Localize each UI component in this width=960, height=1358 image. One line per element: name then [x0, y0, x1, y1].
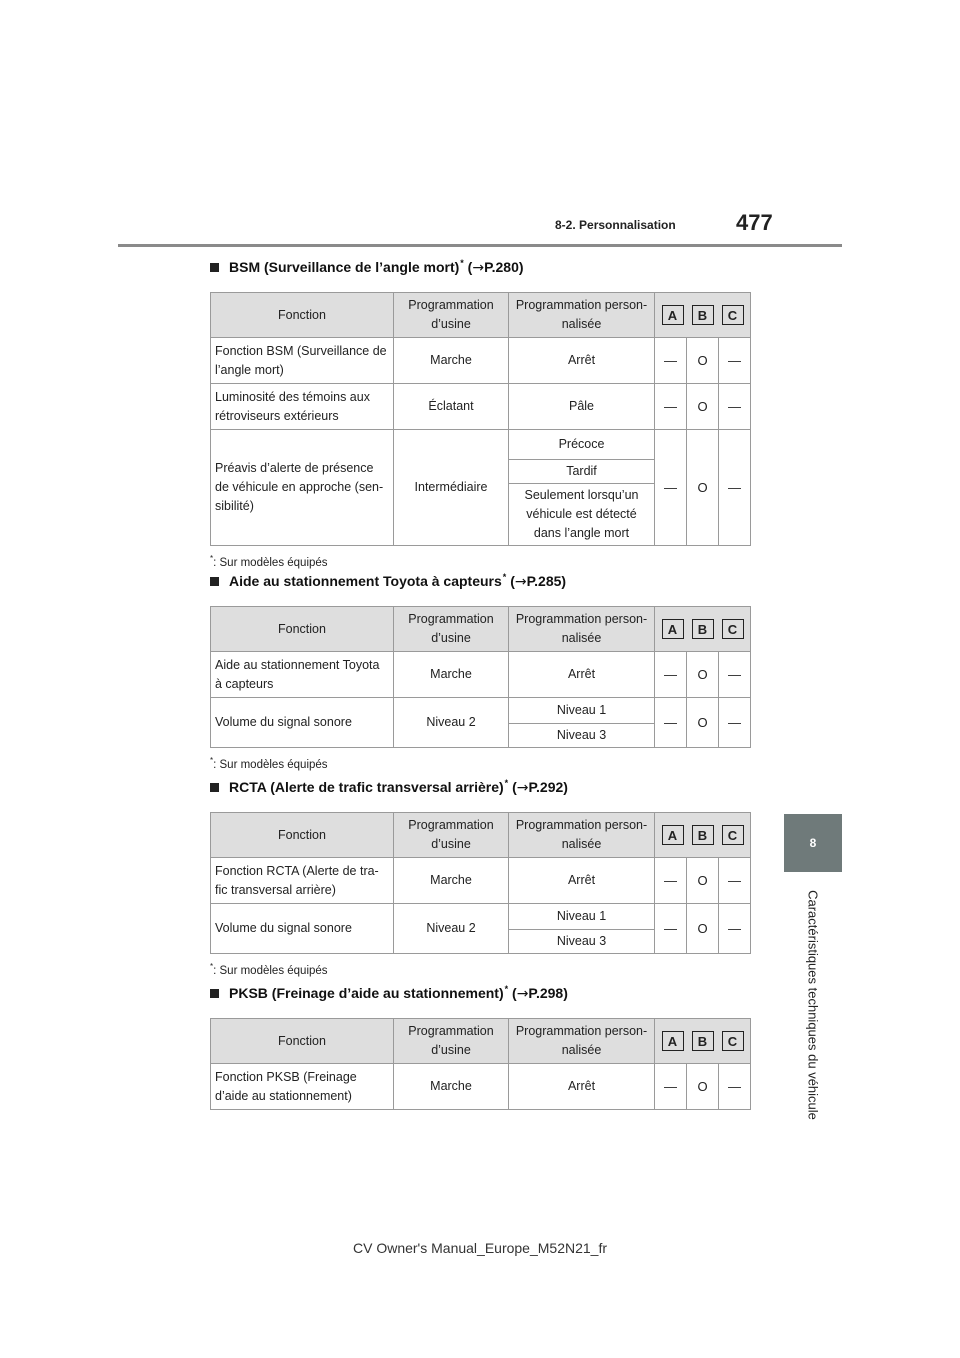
cell-a: — — [655, 384, 687, 430]
column-header-usine: Programmation d’usine — [394, 607, 509, 652]
cell-usine: Niveau 2 — [394, 904, 509, 954]
cell-usine: Marche — [394, 338, 509, 384]
column-header-perso: Programmation person-nalisée — [509, 607, 655, 652]
cell-c: — — [719, 430, 751, 546]
box-a-icon: A — [662, 825, 684, 845]
cell-a: — — [655, 858, 687, 904]
cell-perso: Seulement lorsqu’un véhicule est détecté dans l’angle mort — [509, 484, 655, 546]
chapter-number: 8 — [809, 836, 817, 850]
box-b-icon: B — [692, 825, 714, 845]
column-header-fonction: Fonction — [211, 607, 394, 652]
section-title-text: PKSB (Freinage d’aide au stationnement) — [229, 985, 504, 1001]
arrow-right-icon: → — [472, 259, 485, 276]
section-title: RCTA (Alerte de trafic transversal arrière) * (→P.292) — [210, 776, 750, 798]
arrow-right-icon: → — [514, 573, 527, 590]
asterisk: * — [504, 984, 509, 994]
column-header-usine: Programmation d’usine — [394, 1019, 509, 1064]
square-bullet-icon — [210, 783, 219, 792]
footnote — [210, 962, 750, 977]
column-header-abc — [655, 607, 751, 652]
table-row — [211, 338, 751, 384]
cell-fonction: Luminosité des témoins aux rétroviseurs extérieurs — [211, 384, 394, 430]
cell-perso: Arrêt — [509, 338, 655, 384]
cell-fonction: Fonction BSM (Surveillance de l’angle mort) — [211, 338, 394, 384]
arrow-right-icon: → — [516, 779, 529, 796]
page-reference-link[interactable]: P.298 — [528, 984, 564, 1001]
column-header-perso: Programmation person-nalisée — [509, 1019, 655, 1064]
box-a-icon: A — [662, 619, 684, 639]
chapter-label: Caractéristiques techniques du véhicule — [805, 890, 821, 1120]
cell-c: — — [719, 384, 751, 430]
box-c-icon: C — [722, 619, 744, 639]
box-b-icon: B — [692, 619, 714, 639]
page-reference-link[interactable]: P.280 — [484, 258, 519, 275]
column-header-abc — [655, 1019, 751, 1064]
cell-perso: Niveau 1 — [509, 904, 655, 930]
column-header-usine: Programmation d’usine — [394, 293, 509, 338]
cell-fonction: Volume du signal sonore — [211, 698, 394, 748]
column-header-abc — [655, 813, 751, 858]
cell-c: — — [719, 904, 751, 954]
cell-perso: Précoce — [509, 430, 655, 460]
cell-usine: Éclatant — [394, 384, 509, 430]
footnote-mark: * — [210, 962, 214, 971]
page-reference-link[interactable]: P.292 — [528, 778, 564, 795]
cell-usine: Intermédiaire — [394, 430, 509, 546]
page-reference-link[interactable]: P.285 — [526, 572, 562, 589]
footnote-text: : Sur modèles équipés — [213, 964, 328, 977]
settings-table — [210, 292, 751, 546]
cell-c: — — [719, 858, 751, 904]
section-pksb — [210, 982, 750, 1110]
box-a-icon: A — [662, 1031, 684, 1051]
cell-b: O — [687, 384, 719, 430]
cell-fonction: Fonction PKSB (Freinage d’aide au stationnement) — [211, 1064, 394, 1110]
section-title: Aide au stationnement Toyota à capteurs * (→P.285) — [210, 570, 750, 592]
cell-b: O — [687, 652, 719, 698]
section-title-text: Aide au stationnement Toyota à capteurs — [229, 573, 502, 589]
column-header-usine: Programmation d’usine — [394, 813, 509, 858]
footnote-mark: * — [210, 554, 214, 563]
footnote-mark: * — [210, 756, 214, 765]
cell-b: O — [687, 858, 719, 904]
cell-usine: Marche — [394, 652, 509, 698]
document-footer: CV Owner's Manual_Europe_M52N21_fr — [352, 1240, 608, 1256]
cell-perso: Pâle — [509, 384, 655, 430]
settings-table — [210, 812, 751, 954]
cell-c: — — [719, 652, 751, 698]
section-parking-aid — [210, 570, 750, 771]
section-title: BSM (Surveillance de l’angle mort) * (→P.280) — [210, 256, 750, 278]
square-bullet-icon — [210, 989, 219, 998]
section-rcta — [210, 776, 750, 977]
section-header: 8-2. Personnalisation — [555, 218, 676, 232]
table-row — [211, 384, 751, 430]
footnote — [210, 756, 750, 771]
arrow-right-icon: → — [516, 985, 529, 1002]
cell-b: O — [687, 698, 719, 748]
cell-a: — — [655, 1064, 687, 1110]
asterisk: * — [504, 778, 509, 788]
cell-perso: Arrêt — [509, 652, 655, 698]
table-row — [211, 698, 751, 724]
section-title: PKSB (Freinage d’aide au stationnement) * (→P.298) — [210, 982, 750, 1004]
cell-b: O — [687, 338, 719, 384]
cell-usine: Niveau 2 — [394, 698, 509, 748]
box-b-icon: B — [692, 1031, 714, 1051]
cell-usine: Marche — [394, 858, 509, 904]
cell-perso: Niveau 3 — [509, 930, 655, 954]
column-header-perso: Programmation person-nalisée — [509, 293, 655, 338]
cell-fonction: Préavis d’alerte de présence de véhicule en approche (sen-sibilité) — [211, 430, 394, 546]
footnote-text: : Sur modèles équipés — [213, 758, 328, 771]
box-c-icon: C — [722, 305, 744, 325]
cell-b: O — [687, 430, 719, 546]
header-divider — [118, 244, 842, 247]
cell-a: — — [655, 430, 687, 546]
table-row — [211, 430, 751, 460]
table-row — [211, 652, 751, 698]
cell-c: — — [719, 1064, 751, 1110]
square-bullet-icon — [210, 577, 219, 586]
cell-c: — — [719, 698, 751, 748]
column-header-fonction: Fonction — [211, 813, 394, 858]
cell-fonction: Fonction RCTA (Alerte de tra-fic transversal arrière) — [211, 858, 394, 904]
chapter-tab[interactable] — [784, 814, 842, 872]
cell-c: — — [719, 338, 751, 384]
cell-a: — — [655, 652, 687, 698]
column-header-fonction: Fonction — [211, 293, 394, 338]
table-row — [211, 1064, 751, 1110]
settings-table — [210, 1018, 751, 1110]
section-title-text: RCTA (Alerte de trafic transversal arrière) — [229, 779, 504, 795]
cell-a: — — [655, 904, 687, 954]
cell-perso: Tardif — [509, 460, 655, 484]
footnote-text: : Sur modèles équipés — [213, 556, 328, 569]
asterisk: * — [460, 258, 464, 268]
cell-perso: Arrêt — [509, 858, 655, 904]
box-b-icon: B — [692, 305, 714, 325]
square-bullet-icon — [210, 263, 219, 272]
cell-usine: Marche — [394, 1064, 509, 1110]
cell-fonction: Aide au stationnement Toyota à capteurs — [211, 652, 394, 698]
section-bsm — [210, 256, 750, 569]
footnote — [210, 554, 750, 569]
cell-fonction: Volume du signal sonore — [211, 904, 394, 954]
column-header-perso: Programmation person-nalisée — [509, 813, 655, 858]
cell-perso: Niveau 1 — [509, 698, 655, 724]
cell-b: O — [687, 1064, 719, 1110]
box-c-icon: C — [722, 1031, 744, 1051]
table-row — [211, 904, 751, 930]
box-c-icon: C — [722, 825, 744, 845]
cell-a: — — [655, 698, 687, 748]
cell-perso: Arrêt — [509, 1064, 655, 1110]
table-row — [211, 858, 751, 904]
cell-perso: Niveau 3 — [509, 724, 655, 748]
cell-b: O — [687, 904, 719, 954]
section-title-text: BSM (Surveillance de l’angle mort) — [229, 259, 460, 275]
cell-a: — — [655, 338, 687, 384]
column-header-abc — [655, 293, 751, 338]
asterisk: * — [502, 572, 507, 582]
settings-table — [210, 606, 751, 748]
box-a-icon: A — [662, 305, 684, 325]
page-number: 477 — [736, 210, 773, 235]
column-header-fonction: Fonction — [211, 1019, 394, 1064]
